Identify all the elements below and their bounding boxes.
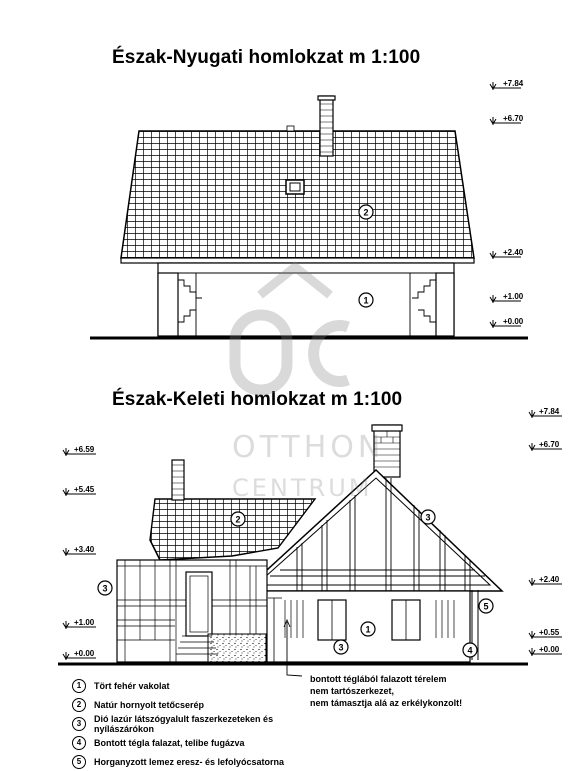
ne-callout-base: 3: [338, 642, 344, 653]
north-east-elevation-title: Észak-Keleti homlokzat m 1:100: [112, 389, 403, 410]
ne-left-level-000: +0.00: [74, 649, 95, 658]
ne-level-055: +0.55: [539, 628, 560, 637]
ne-left-level-100: +1.00: [74, 618, 95, 627]
nw-callout-wall: 1: [363, 295, 369, 306]
note-line: nem tartószerkezet,: [310, 686, 395, 696]
note-line: bontott téglából falazott térelem: [310, 674, 447, 684]
ne-callout-gutter: 5: [483, 601, 489, 612]
ne-level-240: +2.40: [539, 575, 560, 584]
ne-callout-gable: 3: [425, 512, 431, 523]
nw-level-670: +6.70: [503, 114, 524, 123]
north-west-elevation: [90, 96, 528, 338]
legend-item: [72, 752, 302, 771]
ne-gravel-infill: [208, 634, 266, 662]
legend-item: [72, 733, 302, 752]
brick-wall-note: [310, 673, 462, 709]
ne-level-670: +6.70: [539, 440, 560, 449]
ne-callout-brick: 4: [467, 645, 473, 656]
nw-chimney: [320, 96, 333, 156]
nw-level-240: +2.40: [503, 248, 524, 257]
ne-level-784: +7.84: [539, 407, 560, 416]
legend-number: 4: [72, 736, 86, 750]
legend-item: [72, 714, 302, 733]
legend-text: Horganyzott lemez eresz- és lefolyócsatorna: [94, 756, 285, 767]
material-legend: [72, 676, 302, 771]
legend-number: 2: [72, 698, 86, 712]
legend-item: [72, 676, 302, 695]
nw-level-000: +0.00: [503, 317, 524, 326]
nw-callout-roof: 2: [363, 207, 369, 218]
ne-left-level-659: +6.59: [74, 445, 95, 454]
legend-number: 1: [72, 679, 86, 693]
ne-left-level-340: +3.40: [74, 545, 95, 554]
legend-text: Dió lazúr látszógyalult faszerkezeteken és nyílászárókon: [94, 713, 274, 734]
watermark-centrum: CENTRUM: [232, 474, 373, 502]
ne-callout-roof: 2: [235, 514, 241, 525]
legend-number: 3: [72, 717, 86, 731]
legend-number: 5: [72, 755, 86, 769]
legend-text: Tört fehér vakolat: [94, 680, 170, 691]
legend-item: [72, 695, 302, 714]
ne-callout-porch: 3: [102, 583, 108, 594]
ne-callout-wall: 1: [365, 624, 371, 635]
north-west-elevation-title: Észak-Nyugati homlokzat m 1:100: [112, 47, 421, 68]
ne-level-000: +0.00: [539, 645, 560, 654]
ne-left-chimney: [172, 460, 184, 500]
ne-left-level-545: +5.45: [74, 485, 95, 494]
watermark-otthon: OTTHON: [232, 430, 385, 465]
note-line: nem támasztja alá az erkélykonzolt!: [310, 698, 463, 708]
legend-text: Natúr hornyolt tetőcserép: [94, 699, 205, 710]
nw-level-784: +7.84: [503, 79, 524, 88]
legend-text: Bontott tégla falazat, telibe fugázva: [94, 737, 245, 748]
nw-level-100: +1.00: [503, 292, 524, 301]
